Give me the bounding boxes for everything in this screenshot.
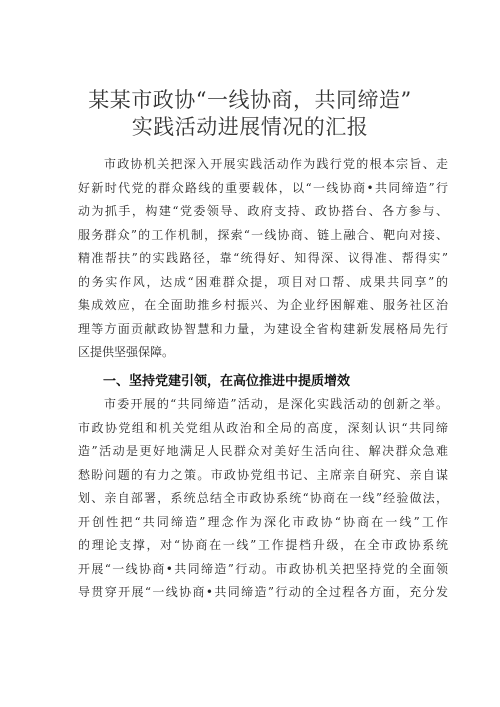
section-1-line: 市委开展的“共同缔造”活动，是深化实践活动的创新之举。 <box>104 397 448 411</box>
section-1-heading: 一、坚持党建引领，在高位推进中提质增效 <box>103 374 351 389</box>
document-title-line-1: 某某市政协“一线协商，共同缔造” <box>88 88 412 112</box>
section-1-line: 的理论支撑，对“协商在一线”工作提档升级，在全市政协系统 <box>78 538 448 552</box>
section-1-paragraph <box>78 393 448 605</box>
section-1-line: 导贯穿开展“一线协商•共同缔造”行动的全过程各方面，充分发 <box>78 585 448 599</box>
intro-line: 服务群众”的工作机制，探索“一线协商、链上融合、靶向对接、 <box>78 227 448 242</box>
section-1-line: 划、亲自部署，系统总结全市政协系统“协商在一线”经验做法， <box>78 491 448 505</box>
intro-paragraph <box>78 153 448 365</box>
document-title-line-2: 实践活动进展情况的汇报 <box>131 115 369 139</box>
section-1-line: 开展“一线协商•共同缔造”行动。市政协机关把坚持党的全面领 <box>78 561 448 576</box>
intro-line: 好新时代党的群众路线的重要载体，以“一线协商•共同缔造”行 <box>78 180 448 195</box>
intro-line: 精准帮扶”的实践路径，靠“统得好、知得深、议得准、帮得实” <box>78 251 448 265</box>
intro-line: 理等方面贡献政协智慧和力量，为建设全省构建新发展格局先行 <box>78 321 448 336</box>
intro-line: 的务实作风，达成“困难群众提，项目对口帮、成果共同享”的 <box>78 274 448 289</box>
section-1-line: 开创性把“共同缔造”理念作为深化市政协“协商在一线”工作 <box>78 514 448 529</box>
intro-line: 集成效应，在全面助推乡村振兴、为企业纾困解难、服务社区治 <box>78 298 448 312</box>
section-1-line: 造”活动是更好地满足人民群众对美好生活向往、解决群众急难 <box>78 444 448 458</box>
section-1-line: 市政协党组和机关党组从政治和全局的高度，深刻认识“共同缔 <box>78 420 448 435</box>
section-1-line: 愁盼问题的有力之策。市政协党组书记、主席亲自研究、亲自谋 <box>78 467 448 482</box>
intro-line: 动为抓手，构建“党委领导、政府支持、政协搭台、各方参与、 <box>78 204 448 218</box>
intro-line: 市政协机关把深入开展实践活动作为践行党的根本宗旨、走 <box>104 157 448 171</box>
intro-line: 区提供坚强保障。 <box>78 345 175 359</box>
